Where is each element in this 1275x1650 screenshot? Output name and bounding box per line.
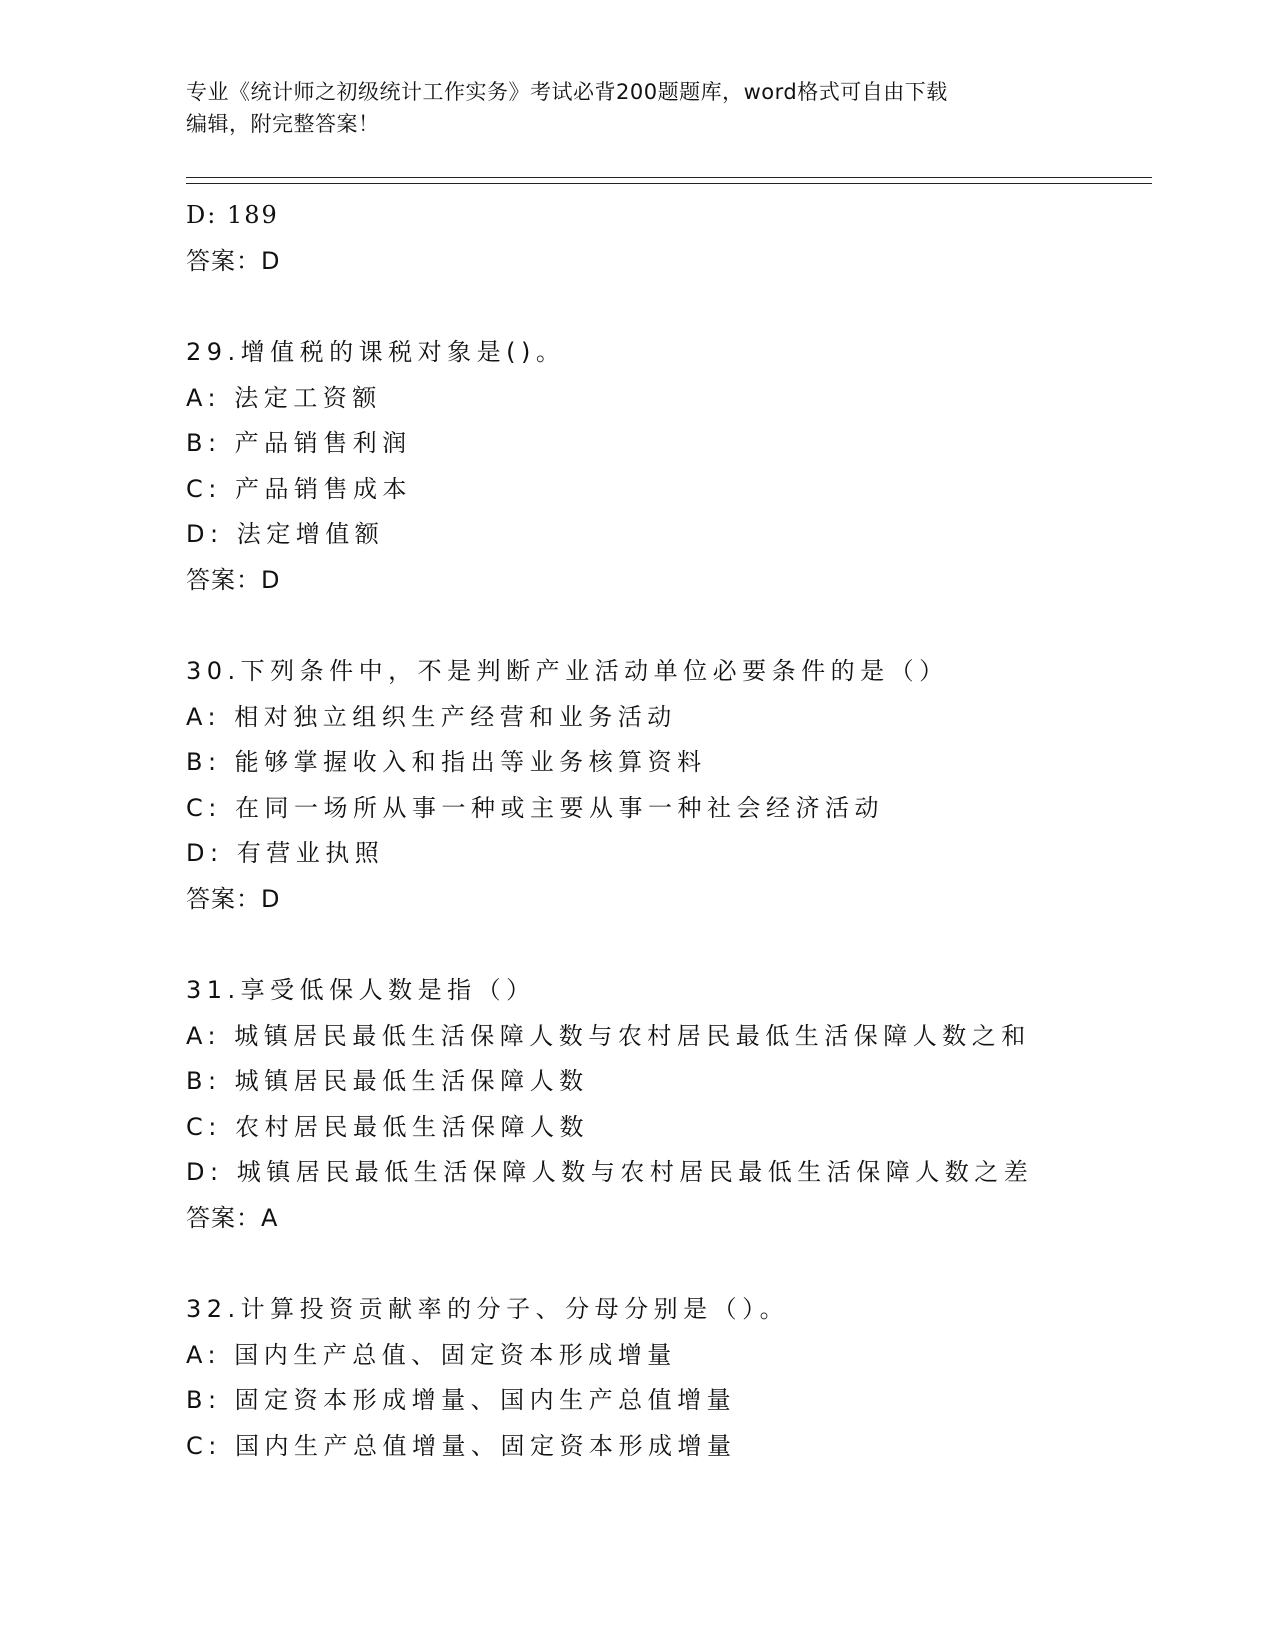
option-c: C: 国内生产总值增量、固定资本形成增量: [186, 1431, 737, 1460]
option-d: D: 城镇居民最低生活保障人数与农村居民最低生活保障人数之差: [186, 1158, 1034, 1186]
header-title-line-2: 编辑，附完整答案！: [186, 112, 380, 136]
question-stem: 32.计算投资贡献率的分子、分母分别是（）。: [186, 1295, 790, 1323]
answer-line: 答案：D: [186, 246, 281, 275]
option-d: D: 189: [186, 201, 279, 229]
question-30: [186, 649, 1146, 922]
answer-line: 答案：D: [186, 565, 281, 594]
question-32: [186, 1287, 1146, 1469]
question-fragment: [186, 193, 1146, 284]
option-b: B: 城镇居民最低生活保障人数: [186, 1067, 589, 1095]
question-31: [186, 968, 1146, 1241]
header-divider-bottom: [186, 183, 1152, 184]
option-a: A: 法定工资额: [186, 383, 382, 412]
option-a: A: 城镇居民最低生活保障人数与农村居民最低生活保障人数之和: [186, 1021, 1031, 1050]
question-29: [186, 330, 1146, 603]
option-b: B: 能够掌握收入和指出等业务核算资料: [186, 748, 707, 776]
option-a: A: 国内生产总值、固定资本形成增量: [186, 1340, 677, 1369]
header-title-line-1: 专业《统计师之初级统计工作实务》考试必背200题题库，word格式可自由下载: [186, 80, 948, 104]
option-c: C: 农村居民最低生活保障人数: [186, 1112, 589, 1141]
question-stem: 29.增值税的课税对象是()。: [186, 338, 566, 366]
option-c: C: 产品销售成本: [186, 474, 412, 503]
spacer: [186, 1241, 1146, 1287]
header-divider-top: [186, 177, 1152, 178]
spacer: [186, 603, 1146, 649]
question-stem: 31.享受低保人数是指（）: [186, 976, 536, 1004]
answer-line: 答案：D: [186, 884, 281, 913]
answer-line: 答案：A: [186, 1203, 279, 1232]
option-b: B: 固定资本形成增量、国内生产总值增量: [186, 1386, 737, 1414]
question-stem: 30.下列条件中，不是判断产业活动单位必要条件的是（）: [186, 657, 949, 685]
option-b: B: 产品销售利润: [186, 429, 412, 457]
option-c: C: 在同一场所从事一种或主要从事一种社会经济活动: [186, 793, 884, 822]
option-d: D: 法定增值额: [186, 520, 385, 548]
option-a: A: 相对独立组织生产经营和业务活动: [186, 702, 677, 731]
option-d: D: 有营业执照: [186, 839, 385, 867]
document-header: [186, 76, 1086, 140]
spacer: [186, 284, 1146, 330]
spacer: [186, 922, 1146, 968]
question-list: [186, 193, 1146, 1469]
